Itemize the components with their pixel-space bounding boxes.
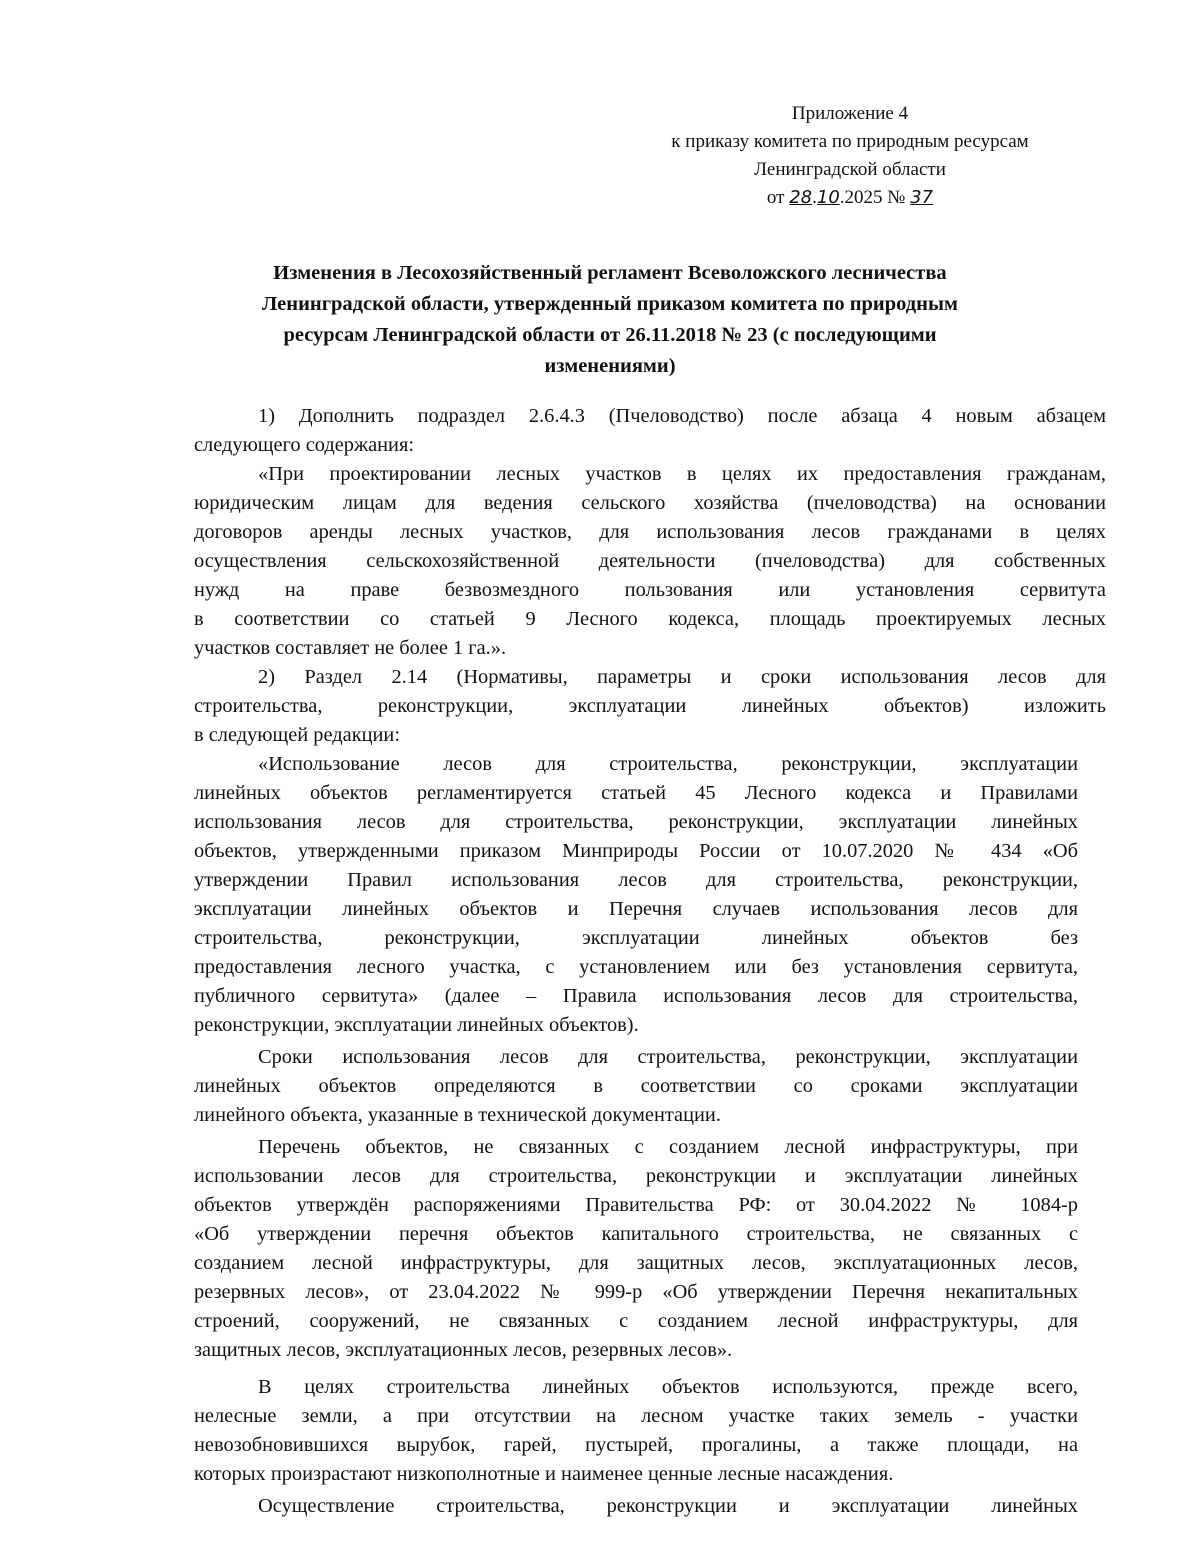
text-line: следующего содержания: [194,434,414,456]
text-line: участков составляет не более 1 га.». [194,637,507,659]
text-line: нужд на праве безвозмездного пользования или установления сервитута [194,579,1106,601]
text-line: строительства, реконструкции, эксплуатации линейных объектов) изложить [194,695,1106,717]
text-line: линейного объекта, указанные в технической документации. [194,1104,721,1126]
text-line: созданием лесной инфраструктуры, для защитных лесов, эксплуатационных лесов, [194,1252,1078,1274]
order-number: 37 [910,187,934,208]
text-line: в следующей редакции: [194,724,401,746]
text-line: Сроки использования лесов для строительства, реконструкции, эксплуатации [258,1046,1078,1068]
text-line: Перечень объектов, не связанных с созданием лесной инфраструктуры, при [258,1136,1078,1158]
text-line: реконструкции, эксплуатации линейных объектов). [194,1014,639,1036]
paragraph-1 [194,402,1106,460]
appendix-region: Ленинградской области [754,159,946,180]
text-line: в соответствии со статьей 9 Лесного кодекса, площадь проектируемых лесных [194,608,1106,630]
text-line: строений, сооружений, не связанных с созданием лесной инфраструктуры, для [194,1310,1078,1332]
text-line: «Использование лесов для строительства, реконструкции, эксплуатации [258,753,1078,775]
text-line: которых произрастают низкополнотные и наименее ценные лесные насаждения. [194,1463,894,1485]
appendix-number: Приложение 4 [791,103,909,124]
title-line: изменениями) [544,355,676,377]
paragraph-7 [194,1373,1078,1489]
appendix-date [600,184,1100,212]
text-line: линейных объектов регламентируется статьей 45 Лесного кодекса и Правилами [194,782,1078,804]
paragraph-8 [194,1492,1078,1521]
text-line: объектов утверждён распоряжениями Правительства РФ: от 30.04.2022 № 1084-р [194,1194,1078,1216]
text-line: осуществления сельскохозяйственной деятельности (пчеловодства) для собственных [194,550,1106,572]
date-day: 28 [789,187,813,208]
appendix-header [600,100,1100,212]
text-line: защитных лесов, эксплуатационных лесов, резервных лесов». [194,1339,733,1361]
paragraph-4 [194,750,1078,1040]
date-sep: . [812,187,817,208]
text-line: линейных объектов определяются в соответствии со сроками эксплуатации [194,1075,1078,1097]
title-line: Изменения в Лесохозяйственный регламент Всеволожского лесничества [273,262,947,284]
text-line: 2) Раздел 2.14 (Нормативы, параметры и сроки использования лесов для [258,666,1106,688]
text-line: нелесные земли, а при отсутствии на лесном участке таких земель - участки [194,1405,1078,1427]
paragraph-3 [194,663,1106,750]
text-line: публичного сервитута» (далее – Правила использования лесов для строительства, [194,985,1078,1007]
appendix-order-ref: к приказу комитета по природным ресурсам [671,131,1029,152]
text-line: «Об утверждении перечня объектов капитального строительства, не связанных с [194,1223,1078,1245]
text-line: юридическим лицам для ведения сельского хозяйства (пчеловодства) на основании [194,492,1106,514]
paragraph-2 [194,460,1106,663]
text-line: резервных лесов», от 23.04.2022 № 999-р «Об утверждении Перечня некапитальных [194,1281,1078,1303]
document-title [180,258,1040,382]
text-line: объектов, утвержденными приказом Минприроды России от 10.07.2020 № 434 «Об [194,840,1078,862]
text-line: «При проектировании лесных участков в целях их предоставления гражданам, [258,463,1106,485]
text-line: невозобновившихся вырубок, гарей, пустырей, прогалины, а также площади, на [194,1434,1078,1456]
date-month: 10 [816,187,840,208]
text-line: предоставления лесного участка, с установлением или без установления сервитута, [194,956,1078,978]
text-line: 1) Дополнить подраздел 2.6.4.3 (Пчеловодство) после абзаца 4 новым абзацем [258,405,1106,427]
title-line: Ленинградской области, утвержденный приказом комитета по природным [262,293,958,315]
document-body [194,402,1106,1521]
text-line: договоров аренды лесных участков, для использования лесов гражданами в целях [194,521,1106,543]
paragraph-6 [194,1133,1078,1365]
paragraph-5 [194,1043,1078,1130]
date-prefix: от [766,187,790,208]
title-line: ресурсам Ленинградской области от 26.11.2018 № 23 (с последующими [283,324,937,346]
text-line: утверждении Правил использования лесов для строительства, реконструкции, [194,869,1078,891]
text-line: использовании лесов для строительства, реконструкции и эксплуатации линейных [194,1165,1078,1187]
text-line: эксплуатации линейных объектов и Перечня случаев использования лесов для [194,898,1078,920]
text-line: В целях строительства линейных объектов используются, прежде всего, [258,1376,1078,1398]
text-line: Осуществление строительства, реконструкции и эксплуатации линейных [258,1495,1078,1517]
date-year-no: .2025 № [839,187,911,208]
text-line: строительства, реконструкции, эксплуатации линейных объектов без [194,927,1078,949]
text-line: использования лесов для строительства, реконструкции, эксплуатации линейных [194,811,1078,833]
